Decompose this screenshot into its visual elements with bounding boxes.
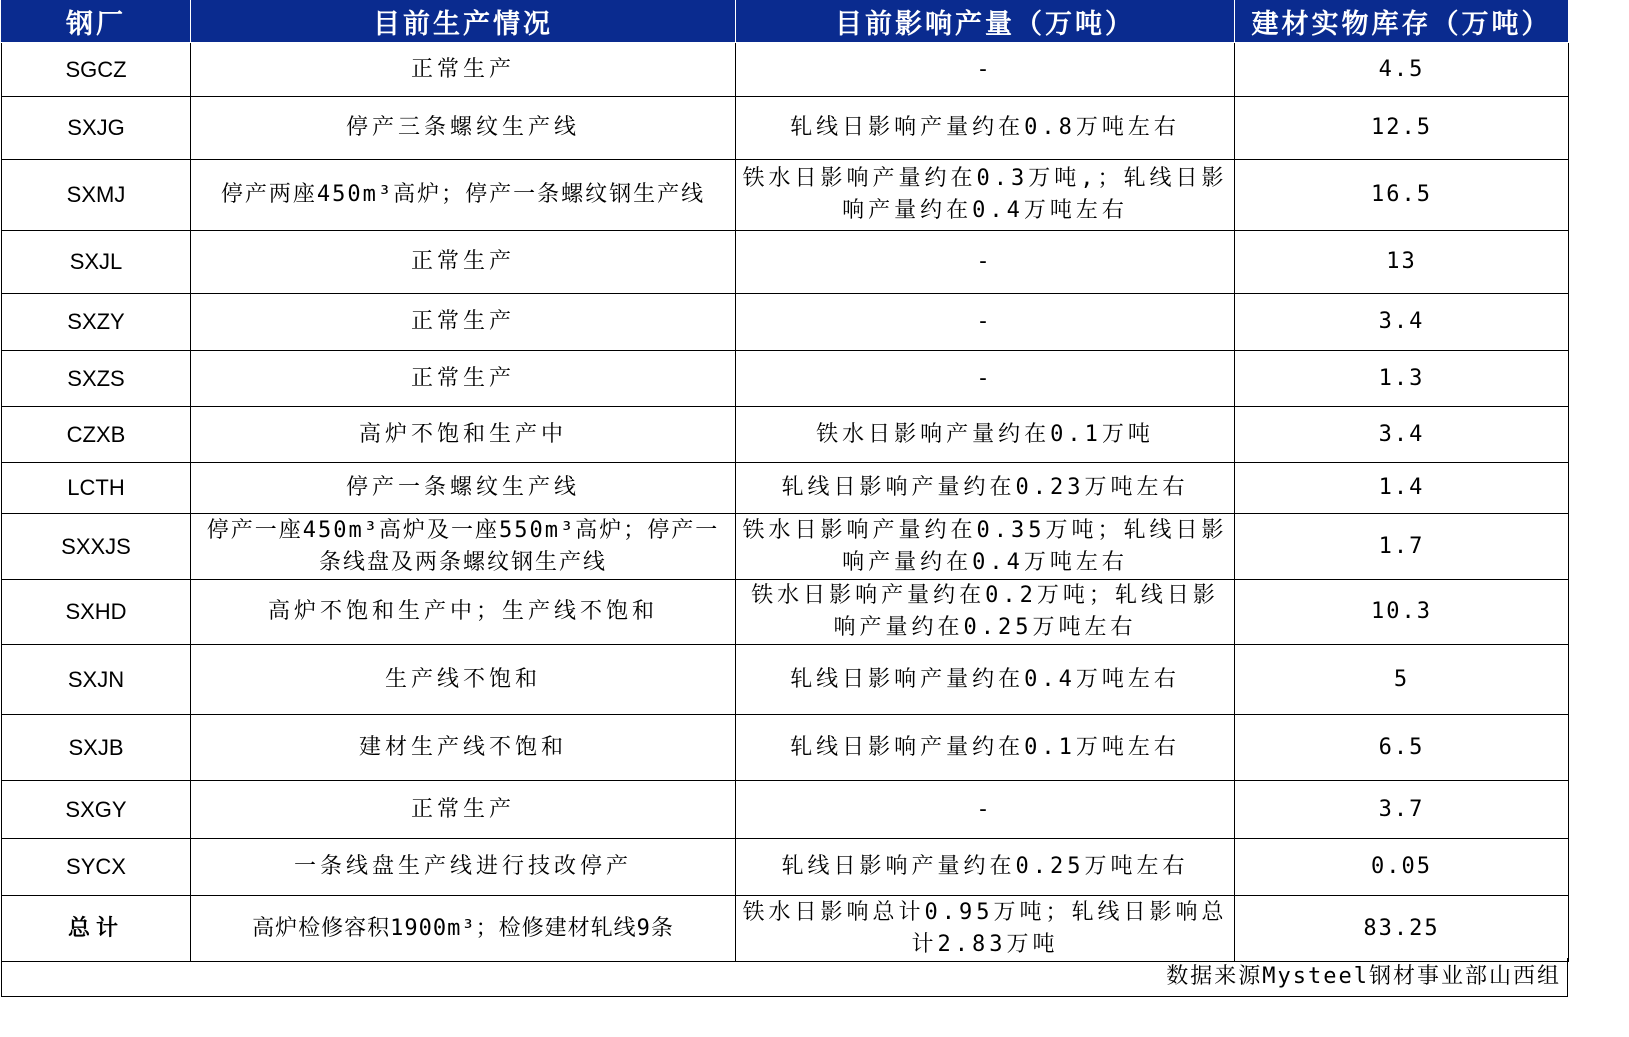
impact-cell: 铁水日影响产量约在0.1万吨 — [736, 407, 1235, 463]
impact-cell: 轧线日影响产量约在0.1万吨左右 — [736, 715, 1235, 781]
inventory-cell: 3.7 — [1235, 781, 1569, 839]
mill-cell: SXJB — [2, 715, 191, 781]
impact-cell: 轧线日影响产量约在0.8万吨左右 — [736, 97, 1235, 160]
table-row — [2, 715, 1569, 781]
inventory-cell: 1.7 — [1235, 514, 1569, 580]
table-row — [2, 231, 1569, 294]
table-row — [2, 351, 1569, 407]
inventory-cell: 0.05 — [1235, 839, 1569, 896]
mill-cell: SYCX — [2, 839, 191, 896]
status-cell: 停产两座450m³高炉；停产一条螺纹钢生产线 — [191, 160, 736, 231]
mill-cell: SXXJS — [2, 514, 191, 580]
mill-cell: SXHD — [2, 580, 191, 645]
header-status: 目前生产情况 — [191, 1, 736, 43]
inventory-cell: 3.4 — [1235, 407, 1569, 463]
inventory-cell: 12.5 — [1235, 97, 1569, 160]
table-row — [2, 407, 1569, 463]
table-row — [2, 294, 1569, 351]
mill-cell: SXGY — [2, 781, 191, 839]
table-row — [2, 97, 1569, 160]
header-row — [2, 1, 1569, 43]
table-row — [2, 781, 1569, 839]
inventory-cell: 13 — [1235, 231, 1569, 294]
status-cell: 高炉不饱和生产中；生产线不饱和 — [191, 580, 736, 645]
status-cell: 停产三条螺纹生产线 — [191, 97, 736, 160]
impact-cell: 轧线日影响产量约在0.25万吨左右 — [736, 839, 1235, 896]
table-row — [2, 514, 1569, 580]
table-row — [2, 645, 1569, 715]
impact-cell: 铁水日影响产量约在0.35万吨；轧线日影响产量约在0.4万吨左右 — [736, 514, 1235, 580]
table-row — [2, 839, 1569, 896]
table-row — [2, 463, 1569, 514]
status-cell: 正常生产 — [191, 294, 736, 351]
inventory-cell: 6.5 — [1235, 715, 1569, 781]
total-row — [2, 896, 1569, 962]
status-cell: 一条线盘生产线进行技改停产 — [191, 839, 736, 896]
status-cell: 生产线不饱和 — [191, 645, 736, 715]
source-row — [1, 958, 1568, 997]
total-inventory-cell: 83.25 — [1235, 896, 1569, 962]
source-note: 数据来源Mysteel钢材事业部山西组 — [1166, 964, 1561, 989]
steel-mill-table — [1, 0, 1569, 962]
impact-cell: 铁水日影响产量约在0.2万吨；轧线日影响产量约在0.25万吨左右 — [736, 580, 1235, 645]
status-cell: 高炉不饱和生产中 — [191, 407, 736, 463]
inventory-cell: 1.4 — [1235, 463, 1569, 514]
status-cell: 正常生产 — [191, 231, 736, 294]
table-row — [2, 160, 1569, 231]
impact-cell: - — [736, 43, 1235, 97]
header-inventory: 建材实物库存（万吨） — [1235, 1, 1569, 43]
status-cell: 停产一条螺纹生产线 — [191, 463, 736, 514]
status-cell: 停产一座450m³高炉及一座550m³高炉；停产一条线盘及两条螺纹钢生产线 — [191, 514, 736, 580]
mill-cell: SXJG — [2, 97, 191, 160]
total-impact-cell: 铁水日影响总计0.95万吨；轧线日影响总计2.83万吨 — [736, 896, 1235, 962]
mill-cell: LCTH — [2, 463, 191, 514]
status-cell: 正常生产 — [191, 781, 736, 839]
status-cell: 建材生产线不饱和 — [191, 715, 736, 781]
inventory-cell: 1.3 — [1235, 351, 1569, 407]
table-row — [2, 43, 1569, 97]
impact-cell: 轧线日影响产量约在0.4万吨左右 — [736, 645, 1235, 715]
impact-cell: - — [736, 231, 1235, 294]
mill-cell: SGCZ — [2, 43, 191, 97]
status-cell: 正常生产 — [191, 351, 736, 407]
impact-cell: 轧线日影响产量约在0.23万吨左右 — [736, 463, 1235, 514]
impact-cell: - — [736, 351, 1235, 407]
mill-cell: SXJL — [2, 231, 191, 294]
inventory-cell: 16.5 — [1235, 160, 1569, 231]
inventory-cell: 3.4 — [1235, 294, 1569, 351]
impact-cell: - — [736, 294, 1235, 351]
impact-cell: 铁水日影响产量约在0.3万吨,；轧线日影响产量约在0.4万吨左右 — [736, 160, 1235, 231]
inventory-cell: 10.3 — [1235, 580, 1569, 645]
mill-cell: SXZY — [2, 294, 191, 351]
total-status-cell: 高炉检修容积1900m³；检修建材轧线9条 — [191, 896, 736, 962]
mill-cell: CZXB — [2, 407, 191, 463]
header-mill: 钢厂 — [2, 1, 191, 43]
status-cell: 正常生产 — [191, 43, 736, 97]
table-row — [2, 580, 1569, 645]
header-impact: 目前影响产量（万吨） — [736, 1, 1235, 43]
impact-cell: - — [736, 781, 1235, 839]
mill-cell: SXJN — [2, 645, 191, 715]
total-label-cell: 总计 — [2, 896, 191, 962]
mill-cell: SXZS — [2, 351, 191, 407]
inventory-cell: 4.5 — [1235, 43, 1569, 97]
mill-cell: SXMJ — [2, 160, 191, 231]
inventory-cell: 5 — [1235, 645, 1569, 715]
